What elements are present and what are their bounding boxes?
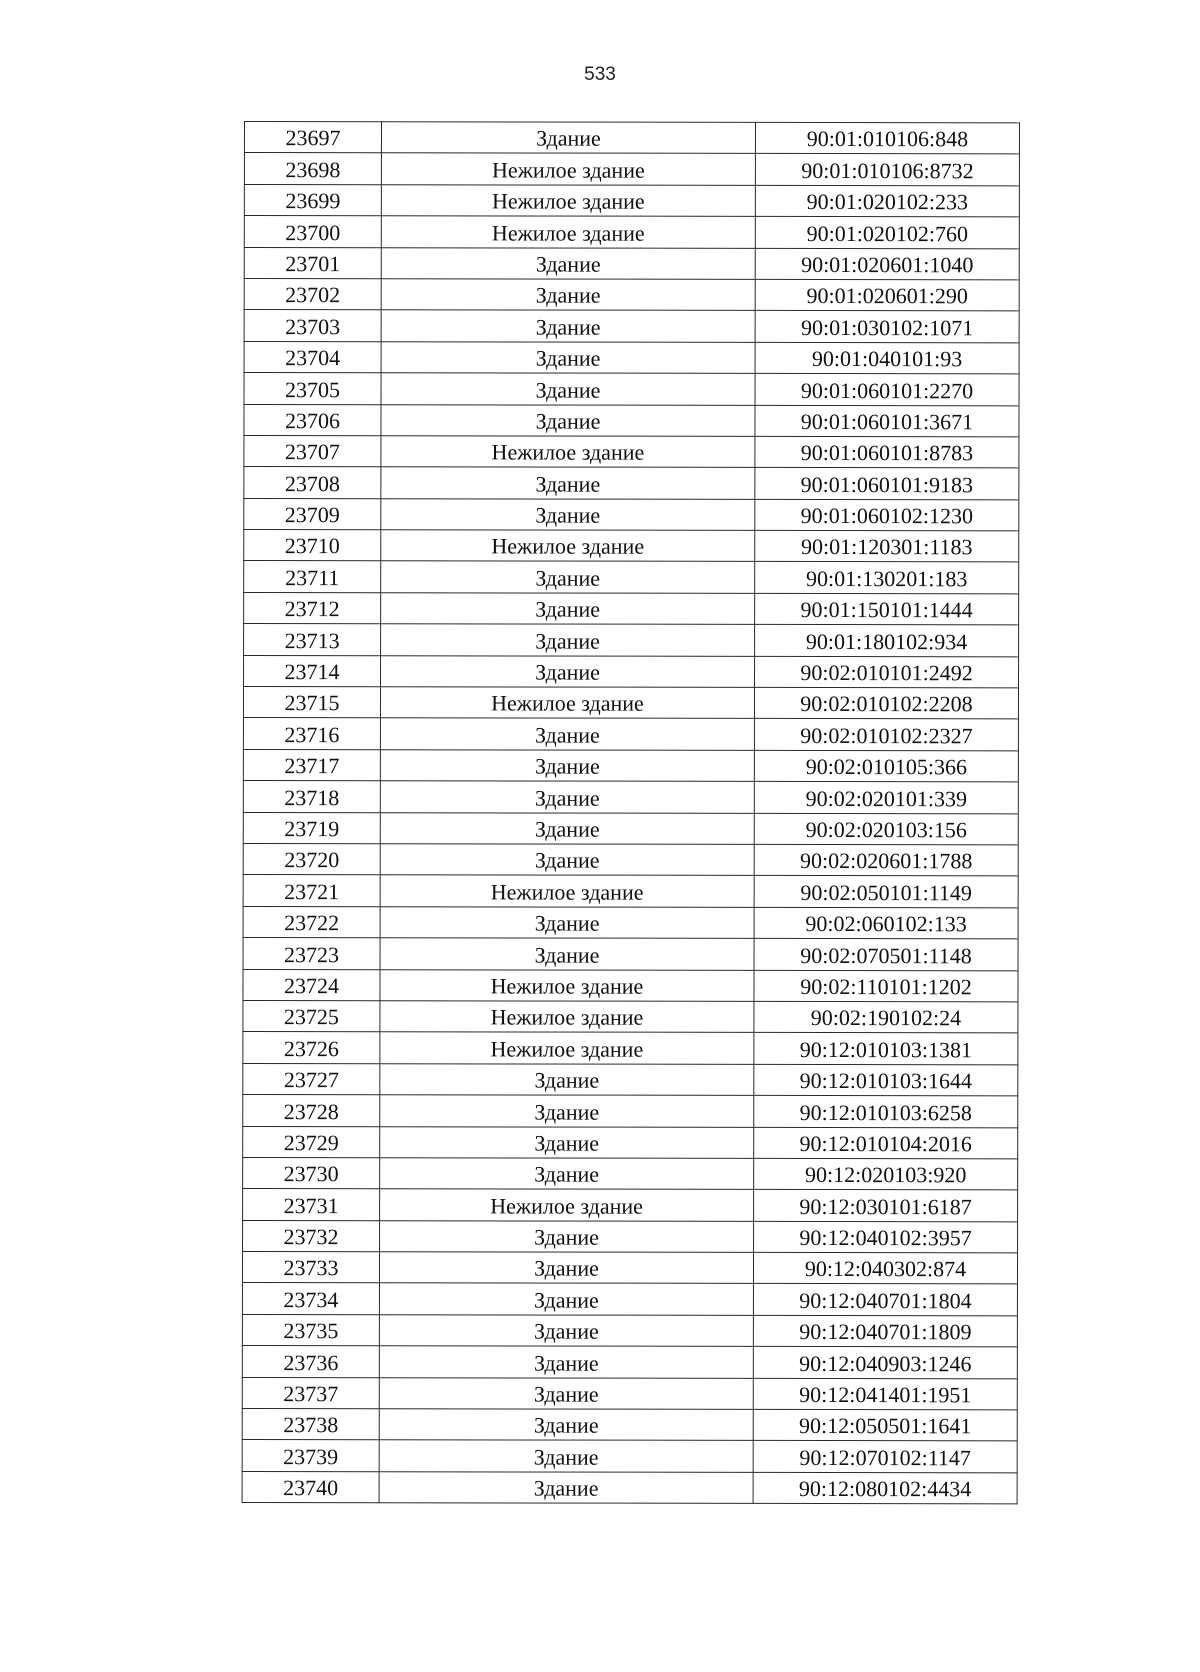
object-type-cell: Здание xyxy=(381,122,755,154)
cadastral-number-cell: 90:12:010103:6258 xyxy=(754,1096,1018,1128)
row-number-cell: 23733 xyxy=(242,1252,379,1284)
object-type-cell: Здание xyxy=(379,1409,753,1441)
table-row xyxy=(243,1126,1018,1159)
object-type-cell: Здание xyxy=(381,247,755,279)
object-type-cell: Здание xyxy=(381,498,755,530)
object-type-cell: Здание xyxy=(381,624,755,656)
table-row xyxy=(243,1157,1018,1190)
row-number-cell: 23734 xyxy=(242,1283,379,1315)
row-number-cell: 23725 xyxy=(243,1000,380,1032)
object-type-cell: Здание xyxy=(381,655,755,687)
table-row xyxy=(243,1189,1018,1222)
object-type-cell: Здание xyxy=(381,467,755,499)
cadastral-number-cell: 90:02:110101:1202 xyxy=(754,970,1018,1002)
table-row xyxy=(242,1440,1017,1473)
row-number-cell: 23720 xyxy=(243,843,380,875)
table-row xyxy=(243,1095,1018,1128)
cadastral-number-cell: 90:12:040102:3957 xyxy=(754,1221,1018,1253)
cadastral-number-cell: 90:01:020601:290 xyxy=(755,279,1019,311)
row-number-cell: 23735 xyxy=(242,1314,379,1346)
object-type-cell: Здание xyxy=(381,404,755,436)
registry-table xyxy=(242,121,1020,1505)
table-body xyxy=(242,122,1019,1505)
object-type-cell: Здание xyxy=(381,561,755,593)
table-row xyxy=(242,1283,1017,1316)
object-type-cell: Здание xyxy=(380,1095,754,1127)
table-row xyxy=(244,184,1019,217)
table-row xyxy=(244,592,1019,625)
cadastral-number-cell: 90:01:060101:2270 xyxy=(755,374,1019,406)
cadastral-number-cell: 90:02:010102:2327 xyxy=(754,719,1018,751)
cadastral-number-cell: 90:01:010106:8732 xyxy=(755,154,1019,186)
row-number-cell: 23705 xyxy=(244,373,381,405)
table-row xyxy=(243,781,1018,814)
object-type-cell: Здание xyxy=(379,1377,753,1409)
row-number-cell: 23717 xyxy=(243,749,380,781)
row-number-cell: 23726 xyxy=(243,1032,380,1064)
object-type-cell: Здание xyxy=(380,781,754,813)
cadastral-number-cell: 90:02:010101:2492 xyxy=(755,656,1019,688)
cadastral-number-cell: 90:01:060102:1230 xyxy=(755,499,1019,531)
row-number-cell: 23710 xyxy=(244,530,381,562)
object-type-cell: Нежилое здание xyxy=(381,185,755,217)
object-type-cell: Здание xyxy=(381,341,755,373)
table-row xyxy=(242,1346,1017,1379)
row-number-cell: 23709 xyxy=(244,498,381,530)
object-type-cell: Здание xyxy=(381,310,755,342)
table-row xyxy=(244,561,1019,594)
row-number-cell: 23732 xyxy=(243,1220,380,1252)
row-number-cell: 23731 xyxy=(243,1189,380,1221)
object-type-cell: Здание xyxy=(380,844,754,876)
row-number-cell: 23729 xyxy=(243,1126,380,1158)
table-row xyxy=(244,122,1019,155)
cadastral-number-cell: 90:01:020102:760 xyxy=(755,217,1019,249)
object-type-cell: Нежилое здание xyxy=(380,1189,754,1221)
row-number-cell: 23708 xyxy=(244,467,381,499)
object-type-cell: Здание xyxy=(380,750,754,782)
row-number-cell: 23699 xyxy=(244,184,381,216)
object-type-cell: Здание xyxy=(380,938,754,970)
cadastral-number-cell: 90:12:010103:1381 xyxy=(754,1033,1018,1065)
table-row xyxy=(244,153,1019,186)
table-row xyxy=(243,1000,1018,1033)
row-number-cell: 23713 xyxy=(244,624,381,656)
table-row xyxy=(243,687,1018,720)
cadastral-number-cell: 90:02:020103:156 xyxy=(754,813,1018,845)
row-number-cell: 23704 xyxy=(244,341,381,373)
object-type-cell: Здание xyxy=(379,1283,753,1315)
cadastral-number-cell: 90:02:010105:366 xyxy=(754,750,1018,782)
object-type-cell: Здание xyxy=(381,593,755,625)
object-type-cell: Здание xyxy=(379,1315,753,1347)
row-number-cell: 23722 xyxy=(243,906,380,938)
object-type-cell: Нежилое здание xyxy=(381,153,755,185)
row-number-cell: 23714 xyxy=(244,655,381,687)
cadastral-number-cell: 90:12:080102:4434 xyxy=(753,1472,1017,1504)
table-row xyxy=(242,1377,1017,1410)
table-row xyxy=(243,1032,1018,1065)
table-row xyxy=(242,1314,1017,1347)
table-row xyxy=(244,247,1019,280)
cadastral-number-cell: 90:02:020101:339 xyxy=(754,782,1018,814)
row-number-cell: 23697 xyxy=(244,122,381,154)
row-number-cell: 23737 xyxy=(242,1377,379,1409)
row-number-cell: 23724 xyxy=(243,969,380,1001)
table-row xyxy=(244,624,1019,657)
object-type-cell: Здание xyxy=(380,907,754,939)
row-number-cell: 23719 xyxy=(243,812,380,844)
cadastral-number-cell: 90:12:040302:874 xyxy=(753,1252,1017,1284)
cadastral-number-cell: 90:02:190102:24 xyxy=(754,1001,1018,1033)
cadastral-number-cell: 90:01:020601:1040 xyxy=(755,248,1019,280)
cadastral-number-cell: 90:01:060101:3671 xyxy=(755,405,1019,437)
table-row xyxy=(243,1063,1018,1096)
page-number: 533 xyxy=(584,64,616,85)
object-type-cell: Здание xyxy=(380,812,754,844)
table-row xyxy=(243,938,1018,971)
table-row xyxy=(244,655,1019,688)
row-number-cell: 23727 xyxy=(243,1063,380,1095)
cadastral-number-cell: 90:01:060101:8783 xyxy=(755,436,1019,468)
cadastral-number-cell: 90:02:050101:1149 xyxy=(754,876,1018,908)
table-row xyxy=(243,875,1018,908)
cadastral-number-cell: 90:02:010102:2208 xyxy=(754,687,1018,719)
table-row xyxy=(242,1252,1017,1285)
object-type-cell: Нежилое здание xyxy=(380,1001,754,1033)
table-row xyxy=(244,216,1019,249)
table-row xyxy=(244,373,1019,406)
table-row xyxy=(243,906,1018,939)
table-row xyxy=(243,749,1018,782)
row-number-cell: 23739 xyxy=(242,1440,379,1472)
object-type-cell: Нежилое здание xyxy=(380,875,754,907)
row-number-cell: 23738 xyxy=(242,1409,379,1441)
cadastral-number-cell: 90:01:130201:183 xyxy=(755,562,1019,594)
cadastral-number-cell: 90:01:180102:934 xyxy=(755,625,1019,657)
object-type-cell: Здание xyxy=(380,1063,754,1095)
row-number-cell: 23736 xyxy=(242,1346,379,1378)
table-row xyxy=(243,843,1018,876)
row-number-cell: 23715 xyxy=(243,687,380,719)
cadastral-number-cell: 90:12:020103:920 xyxy=(754,1158,1018,1190)
cadastral-number-cell: 90:01:060101:9183 xyxy=(755,468,1019,500)
row-number-cell: 23723 xyxy=(243,938,380,970)
row-number-cell: 23701 xyxy=(244,247,381,279)
cadastral-number-cell: 90:01:150101:1444 xyxy=(755,593,1019,625)
cadastral-number-cell: 90:12:040701:1809 xyxy=(753,1315,1017,1347)
table-row xyxy=(244,530,1019,563)
row-number-cell: 23706 xyxy=(244,404,381,436)
cadastral-number-cell: 90:02:060102:133 xyxy=(754,907,1018,939)
row-number-cell: 23700 xyxy=(244,216,381,248)
table-row xyxy=(244,498,1019,531)
table-row xyxy=(244,467,1019,500)
table-row xyxy=(242,1409,1017,1442)
object-type-cell: Здание xyxy=(380,1126,754,1158)
table-row xyxy=(243,718,1018,751)
cadastral-number-cell: 90:01:030102:1071 xyxy=(755,311,1019,343)
cadastral-number-cell: 90:12:040903:1246 xyxy=(753,1347,1017,1379)
object-type-cell: Нежилое здание xyxy=(381,436,755,468)
object-type-cell: Нежилое здание xyxy=(381,530,755,562)
table-row xyxy=(243,1220,1018,1253)
cadastral-number-cell: 90:01:040101:93 xyxy=(755,342,1019,374)
row-number-cell: 23707 xyxy=(244,435,381,467)
object-type-cell: Здание xyxy=(379,1472,753,1504)
row-number-cell: 23712 xyxy=(244,592,381,624)
row-number-cell: 23721 xyxy=(243,875,380,907)
cadastral-number-cell: 90:01:020102:233 xyxy=(755,185,1019,217)
row-number-cell: 23728 xyxy=(243,1095,380,1127)
cadastral-number-cell: 90:12:070102:1147 xyxy=(753,1441,1017,1473)
cadastral-number-cell: 90:01:010106:848 xyxy=(755,122,1019,154)
table-row xyxy=(243,969,1018,1002)
object-type-cell: Здание xyxy=(379,1440,753,1472)
table-row xyxy=(242,1471,1017,1504)
row-number-cell: 23740 xyxy=(242,1471,379,1503)
row-number-cell: 23716 xyxy=(243,718,380,750)
table-row xyxy=(244,341,1019,374)
object-type-cell: Нежилое здание xyxy=(380,1032,754,1064)
object-type-cell: Здание xyxy=(379,1346,753,1378)
cadastral-number-cell: 90:12:030101:6187 xyxy=(754,1190,1018,1222)
cadastral-number-cell: 90:12:040701:1804 xyxy=(753,1284,1017,1316)
cadastral-number-cell: 90:01:120301:1183 xyxy=(755,530,1019,562)
cadastral-number-cell: 90:12:010103:1644 xyxy=(754,1064,1018,1096)
row-number-cell: 23702 xyxy=(244,278,381,310)
object-type-cell: Нежилое здание xyxy=(380,687,754,719)
object-type-cell: Здание xyxy=(380,1220,754,1252)
row-number-cell: 23718 xyxy=(243,781,380,813)
table-row xyxy=(243,812,1018,845)
cadastral-number-cell: 90:02:070501:1148 xyxy=(754,939,1018,971)
object-type-cell: Здание xyxy=(381,373,755,405)
table-row xyxy=(244,278,1019,311)
row-number-cell: 23711 xyxy=(244,561,381,593)
row-number-cell: 23730 xyxy=(243,1157,380,1189)
object-type-cell: Нежилое здание xyxy=(381,216,755,248)
cadastral-number-cell: 90:12:041401:1951 xyxy=(753,1378,1017,1410)
row-number-cell: 23703 xyxy=(244,310,381,342)
object-type-cell: Здание xyxy=(381,279,755,311)
cadastral-number-cell: 90:02:020601:1788 xyxy=(754,844,1018,876)
table-row xyxy=(244,435,1019,468)
table-row xyxy=(244,310,1019,343)
cadastral-number-cell: 90:12:010104:2016 xyxy=(754,1127,1018,1159)
object-type-cell: Нежилое здание xyxy=(380,969,754,1001)
object-type-cell: Здание xyxy=(379,1252,753,1284)
table-row xyxy=(244,404,1019,437)
row-number-cell: 23698 xyxy=(244,153,381,185)
object-type-cell: Здание xyxy=(380,718,754,750)
cadastral-number-cell: 90:12:050501:1641 xyxy=(753,1409,1017,1441)
object-type-cell: Здание xyxy=(380,1158,754,1190)
